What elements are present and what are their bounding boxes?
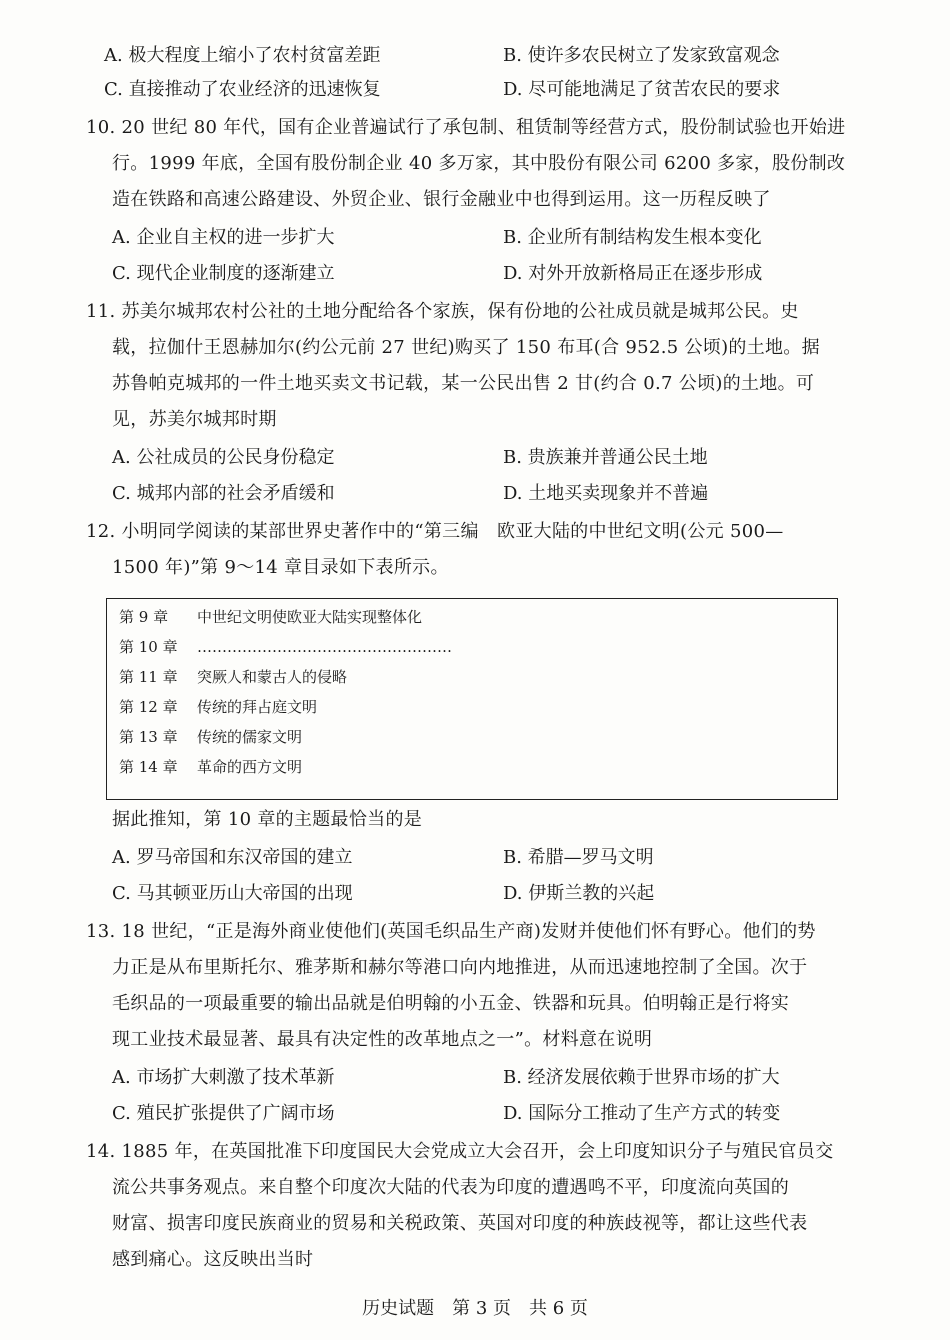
q12-line-2: 1500 年)”第 9～14 章目录如下表所示。 bbox=[112, 557, 449, 578]
q11-line-4: 见，苏美尔城邦时期 bbox=[112, 409, 277, 430]
toc-title: 中世纪文明使欧亚大陆实现整体化 bbox=[197, 608, 423, 626]
q11-option-c: C. 城邦内部的社会矛盾缓和 bbox=[112, 483, 335, 504]
toc-title: 突厥人和蒙古人的侵略 bbox=[197, 668, 348, 686]
q11-option-d: D. 土地买卖现象并不普遍 bbox=[503, 483, 709, 504]
q10-option-b: B. 企业所有制结构发生根本变化 bbox=[503, 227, 762, 248]
q11-line-2: 载，拉伽什王恩赫加尔(约公元前 27 世纪)购买了 150 布耳(合 952.5 公顷)的土地。据 bbox=[112, 337, 820, 358]
q11-option-a: A. 公社成员的公民身份稳定 bbox=[112, 447, 335, 468]
q9-option-d: D. 尽可能地满足了贫苦农民的要求 bbox=[503, 79, 781, 100]
q12-option-a: A. 罗马帝国和东汉帝国的建立 bbox=[112, 847, 353, 868]
q13-option-c: C. 殖民扩张提供了广阔市场 bbox=[112, 1103, 335, 1124]
q12-option-c: C. 马其顿亚历山大帝国的出现 bbox=[112, 883, 353, 904]
q13-option-b: B. 经济发展依赖于世界市场的扩大 bbox=[503, 1067, 780, 1088]
toc-title: …………………………………………… bbox=[197, 638, 452, 656]
toc-chapter: 第 12 章 bbox=[119, 698, 178, 716]
q14-line-3: 财富、损害印度民族商业的贸易和关税政策、英国对印度的种族歧视等，都让这些代表 bbox=[112, 1213, 808, 1234]
q10-line-1: 10. 20 世纪 80 年代，国有企业普遍试行了承包制、租赁制等经营方式，股份制试验也开始进 bbox=[86, 117, 846, 138]
q13-option-a: A. 市场扩大刺激了技术革新 bbox=[112, 1067, 335, 1088]
toc-title: 传统的儒家文明 bbox=[197, 728, 303, 746]
q9-option-b: B. 使许多农民树立了发家致富观念 bbox=[503, 45, 780, 66]
toc-row bbox=[119, 607, 422, 627]
toc-chapter: 第 13 章 bbox=[119, 728, 178, 746]
q10-option-a: A. 企业自主权的进一步扩大 bbox=[112, 227, 335, 248]
q11-line-1: 11. 苏美尔城邦农村公社的土地分配给各个家族，保有份地的公社成员就是城邦公民。史 bbox=[86, 301, 799, 322]
q13-line-1: 13. 18 世纪，“正是海外商业使他们(英国毛织品生产商)发财并使他们怀有野心。他们的势 bbox=[86, 921, 816, 942]
toc-row bbox=[119, 727, 302, 747]
q11-line-3: 苏鲁帕克城邦的一件土地买卖文书记载，某一公民出售 2 甘(约合 0.7 公顷)的土地。可 bbox=[112, 373, 815, 394]
toc-title: 革命的西方文明 bbox=[197, 758, 303, 776]
toc-row bbox=[119, 697, 317, 717]
toc-chapter: 第 9 章 bbox=[119, 608, 169, 626]
toc-title: 传统的拜占庭文明 bbox=[197, 698, 318, 716]
q9-option-c: C. 直接推动了农业经济的迅速恢复 bbox=[104, 79, 381, 100]
q10-option-c: C. 现代企业制度的逐渐建立 bbox=[112, 263, 335, 284]
q14-line-2: 流公共事务观点。来自整个印度次大陆的代表为印度的遭遇鸣不平，印度流向英国的 bbox=[112, 1177, 790, 1198]
toc-row bbox=[119, 757, 302, 777]
toc-row bbox=[119, 637, 452, 657]
q13-line-4: 现工业技术最显著、最具有决定性的改革地点之一”。材料意在说明 bbox=[112, 1029, 653, 1050]
page-footer: 历史试题 第 3 页 共 6 页 bbox=[362, 1298, 588, 1319]
q14-line-4: 感到痛心。这反映出当时 bbox=[112, 1249, 314, 1270]
q13-line-3: 毛织品的一项最重要的输出品就是伯明翰的小五金、铁器和玩具。伯明翰正是行将实 bbox=[112, 993, 790, 1014]
q10-line-2: 行。1999 年底，全国有股份制企业 40 多万家，其中股份有限公司 6200 多家，股份制改 bbox=[112, 153, 846, 174]
q11-option-b: B. 贵族兼并普通公民土地 bbox=[503, 447, 708, 468]
q13-option-d: D. 国际分工推动了生产方式的转变 bbox=[503, 1103, 781, 1124]
toc-chapter: 第 14 章 bbox=[119, 758, 178, 776]
q12-option-b: B. 希腊—罗马文明 bbox=[503, 847, 654, 868]
q12-prompt: 据此推知，第 10 章的主题最恰当的是 bbox=[112, 809, 423, 830]
q10-line-3: 造在铁路和高速公路建设、外贸企业、银行金融业中也得到运用。这一历程反映了 bbox=[112, 189, 771, 210]
q12-option-d: D. 伊斯兰教的兴起 bbox=[503, 883, 655, 904]
toc-chapter: 第 10 章 bbox=[119, 638, 178, 656]
q10-option-d: D. 对外开放新格局正在逐步形成 bbox=[503, 263, 763, 284]
toc-row bbox=[119, 667, 347, 687]
q9-option-a: A. 极大程度上缩小了农村贫富差距 bbox=[104, 45, 381, 66]
toc-chapter: 第 11 章 bbox=[119, 668, 178, 686]
q14-line-1: 14. 1885 年，在英国批准下印度国民大会党成立大会召开，会上印度知识分子与殖民官员交 bbox=[86, 1141, 834, 1162]
q12-line-1: 12. 小明同学阅读的某部世界史著作中的“第三编 欧亚大陆的中世纪文明(公元 500— bbox=[86, 521, 784, 542]
q13-line-2: 力正是从布里斯托尔、雅茅斯和赫尔等港口向内地推进，从而迅速地控制了全国。次于 bbox=[112, 957, 808, 978]
table-of-contents-box bbox=[106, 598, 838, 800]
